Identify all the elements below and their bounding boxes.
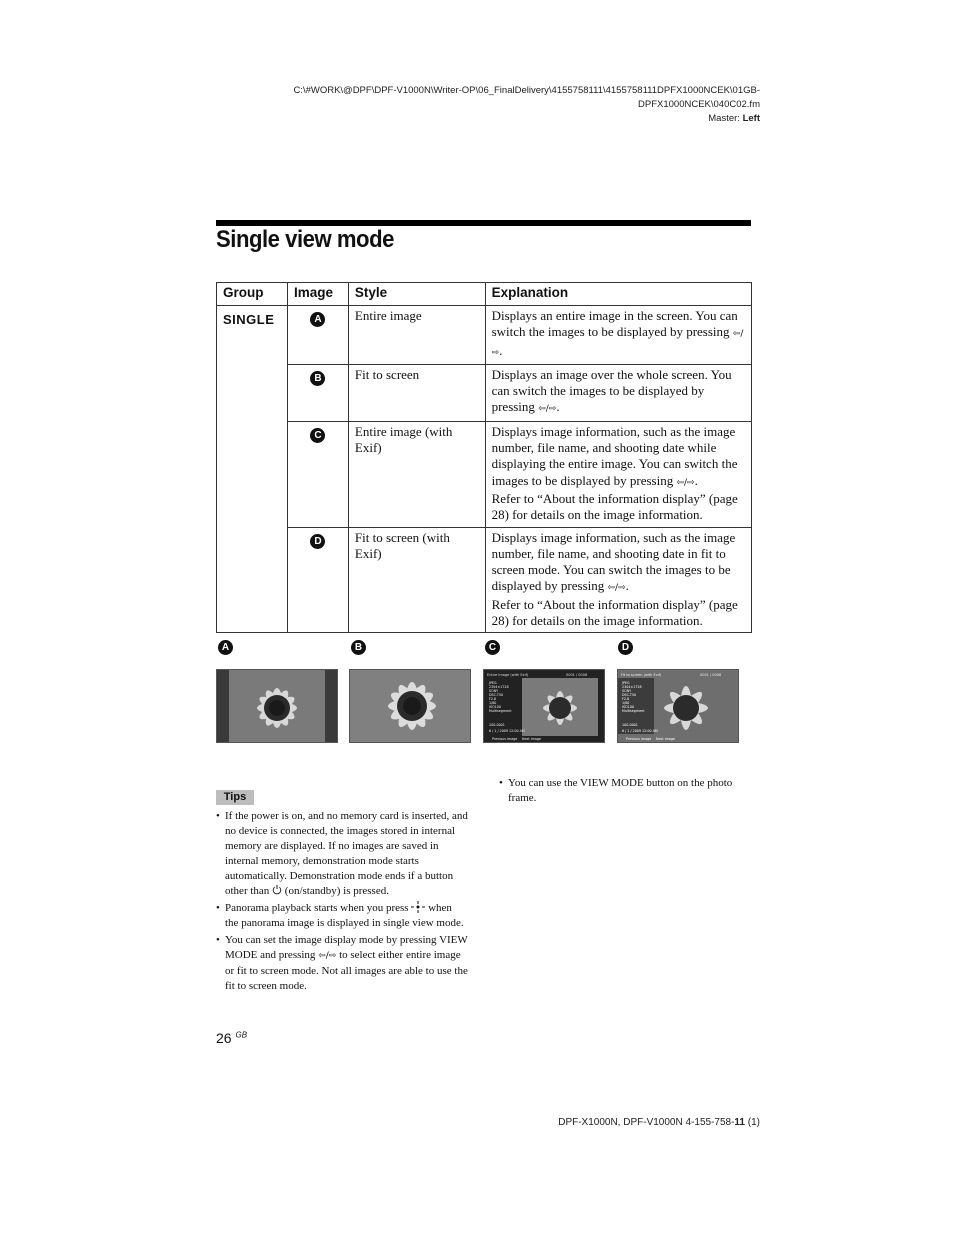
table-header-row — [217, 283, 752, 306]
tips-list — [216, 809, 468, 996]
marker-c: C — [310, 428, 325, 443]
list-item: • You can use the VIEW MODE button on the photo frame. — [499, 776, 751, 806]
image-marker-cell — [287, 421, 348, 527]
explanation-cell: Displays an entire image in the screen. You can switch the images to be displayed by pressing ⇦/⇨. — [485, 306, 751, 365]
exif-info: SONY — [489, 689, 499, 693]
tips-list-right — [499, 776, 751, 808]
left-right-arrow-icon: ⇦/⇨ — [676, 477, 695, 488]
explanation-cell: Displays image information, such as the image number, file name, and shooting date in fit to screen mode. You can switch the images to be displayed by pressing ⇦/⇨. Refer to “About the information display” (page 28) for details on the image information. — [485, 527, 751, 633]
list-item: • You can set the image display mode by pressing VIEW MODE and pressing ⇦/⇨ to select either entire image or fit to screen mode. Not all images are able to use the fit to screen mode. — [216, 933, 468, 994]
thumbnail-fit-exif — [617, 669, 739, 743]
exif-info: F2.8 — [489, 697, 497, 701]
exif-header-right: 0001 / 0006 — [566, 673, 588, 677]
thumbnail-fit-to-screen — [349, 669, 471, 743]
exif-info: JPEG — [622, 681, 630, 685]
exif-screen — [618, 670, 738, 742]
style-cell: Entire image (with Exif) — [348, 421, 485, 527]
exif-date: 6 / 1 / 2009 12:00 AM — [622, 729, 658, 733]
left-right-arrow-icon: ⇦/⇨ — [318, 951, 337, 961]
thumb-label-b: B — [351, 640, 366, 655]
exif-file-no: 100-0001 — [622, 723, 638, 727]
list-item: • If the power is on, and no memory card is inserted, and no device is connected, the images stored in internal memory are displayed. If no images are saved in internal memory, demonstration mode starts automatically. Demonstration mode ends if a button other than (on/standby) is pressed. — [216, 809, 468, 899]
style-cell: Fit to screen (with Exif) — [348, 527, 485, 633]
view-mode-table — [216, 282, 752, 633]
power-icon — [272, 884, 282, 895]
footer-prev: Previous image — [492, 737, 518, 741]
sunflower-photo — [350, 670, 470, 742]
exif-header-left: Entire image (with Exif) — [487, 673, 529, 677]
thumbnail-entire-exif — [483, 669, 605, 743]
exif-info: ISO100 — [489, 705, 501, 709]
exif-info: DSC-T50 — [622, 693, 637, 697]
table-row — [217, 527, 752, 633]
thumb-label-c: C — [485, 640, 500, 655]
exif-info: Multisegment — [489, 709, 512, 713]
table-row — [217, 421, 752, 527]
style-cell: Fit to screen — [348, 364, 485, 421]
exif-header-right: 0001 / 0006 — [700, 673, 722, 677]
marker-d: D — [310, 534, 325, 549]
thumbnail-entire-image — [216, 669, 338, 743]
exif-info: 2304×1728 — [622, 685, 642, 689]
explanation-cell: Displays image information, such as the image number, file name, and shooting date while displaying the entire image. You can switch the images to be displayed by pressing ⇦/⇨. Refer to “About the information display” (page 28) for details on the image information. — [485, 421, 751, 527]
footer-next: Next image — [656, 737, 675, 741]
footer-next: Next image — [522, 737, 541, 741]
group-cell: SINGLE — [217, 306, 288, 633]
thumb-label-a: A — [218, 640, 233, 655]
file-path-line1: C:\#WORK\@DPF\DPF-V1000N\Writer-OP\06_FinalDelivery\4155758111\4155758111DPFX1000NCEK\01GB- — [293, 85, 760, 96]
table-row — [217, 364, 752, 421]
exif-info: SONY — [622, 689, 632, 693]
exif-info: Multisegment — [622, 709, 645, 713]
enter-cross-icon — [411, 901, 425, 913]
explanation-cell: Displays an image over the whole screen. You can switch the images to be displayed by pressing ⇦/⇨. — [485, 364, 751, 421]
exif-info: F2.8 — [622, 697, 630, 701]
exif-info: 1/60 — [489, 701, 497, 705]
model-footer: DPF-X1000N, DPF-V1000N 4-155-758-11 (1) — [558, 1117, 760, 1128]
page-reference: Refer to “About the information display” (page 28) for details on the image information. — [491, 596, 738, 629]
exif-info: 2304×1728 — [489, 685, 509, 689]
left-right-arrow-icon: ⇦/⇨ — [491, 329, 744, 358]
file-path-header — [293, 84, 760, 126]
page-title: Single view mode — [216, 226, 394, 253]
thumb-label-d: D — [618, 640, 633, 655]
image-marker-cell — [287, 527, 348, 633]
left-right-arrow-icon: ⇦/⇨ — [538, 404, 557, 415]
style-cell: Entire image — [348, 306, 485, 365]
list-item: • Panorama playback starts when you press when the panorama image is displayed in single view mode. — [216, 901, 468, 931]
exif-file-no: 100-0001 — [489, 723, 505, 727]
file-path-line2: DPFX1000NCEK\040C02.fm — [638, 99, 760, 110]
exif-info: DSC-T50 — [489, 693, 504, 697]
header-image: Image — [287, 283, 348, 306]
sunflower-photo — [217, 670, 337, 742]
header-explanation: Explanation — [485, 283, 751, 306]
table-row — [217, 306, 752, 365]
header-group: Group — [217, 283, 288, 306]
header-style: Style — [348, 283, 485, 306]
page-number: 26 $^{GB}$ — [216, 1030, 248, 1046]
marker-a: A — [310, 312, 325, 327]
left-right-arrow-icon: ⇦/⇨ — [607, 583, 626, 594]
image-marker-cell — [287, 306, 348, 365]
exif-header-left: Fit to screen (with Exif) — [621, 673, 662, 677]
tips-badge: Tips — [216, 790, 254, 805]
master-line: Master: Left — [708, 113, 760, 124]
exif-date: 6 / 1 / 2009 12:00 AM — [489, 729, 525, 733]
exif-info: JPEG — [489, 681, 497, 685]
image-marker-cell — [287, 364, 348, 421]
page-reference: Refer to “About the information display” (page 28) for details on the image information. — [491, 490, 738, 523]
marker-b: B — [310, 371, 325, 386]
footer-prev: Previous image — [626, 737, 652, 741]
exif-screen — [484, 670, 604, 742]
exif-info: ISO100 — [622, 705, 634, 709]
exif-info: 1/60 — [622, 701, 630, 705]
